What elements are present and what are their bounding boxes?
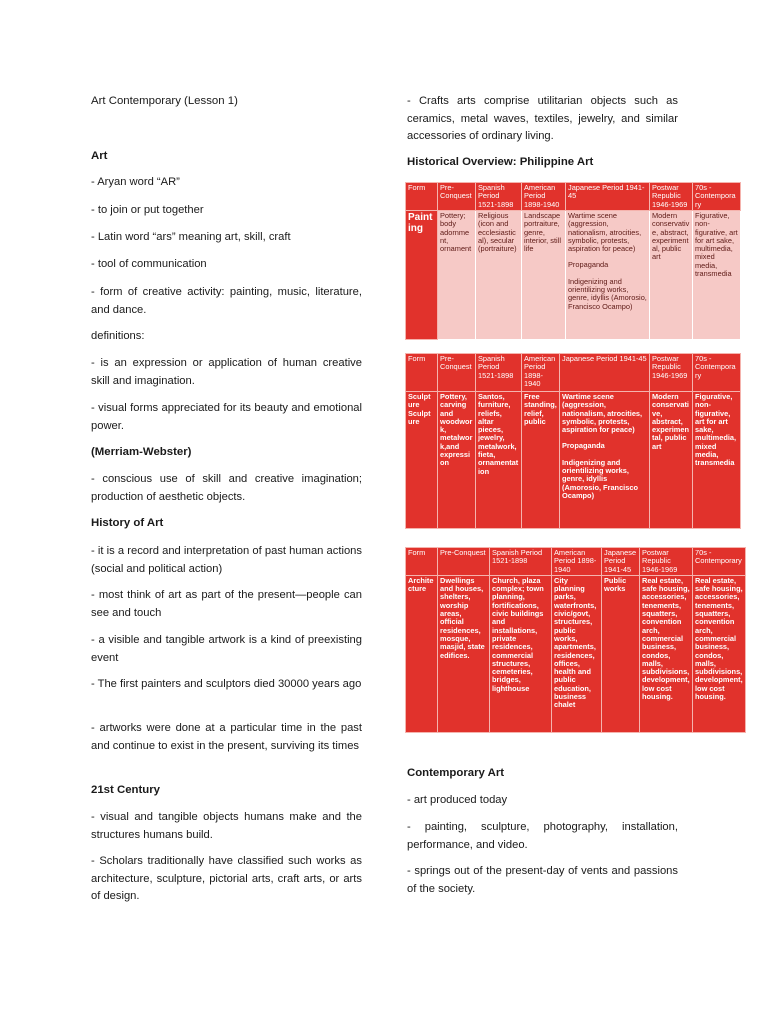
history-item-4: - The first painters and sculptors died 30000 years ago <box>91 678 362 690</box>
cell-postwar: Modern conservative, abstract, experimental, public art <box>650 392 693 529</box>
century-item-2: - Scholars traditionally have classified such works as architecture, sculpture, pictorial arts, craft arts, or arts of design. <box>91 855 362 903</box>
cell-american: Landscape portraiture, genre, interior, still life <box>522 211 566 340</box>
art-item-5: - form of creative activity: painting, music, literature, and dance. <box>91 286 362 316</box>
header-contemporary: 70s - Contemporary <box>693 183 741 211</box>
row-label-architecture: Architecture <box>406 575 438 732</box>
art-item-3: - Latin word “ars” meaning art, skill, craft <box>91 231 291 243</box>
overview-heading: Historical Overview: Philippine Art <box>407 156 594 168</box>
merriam-item: - conscious use of skill and creative imagination; production of aesthetic objects. <box>91 473 362 503</box>
cell-pre-conquest: Dwellings and houses, shelters, worship areas, official residences, mosque, masjid, state edifices. <box>438 575 490 732</box>
painting-table <box>405 182 741 340</box>
cell-postwar: Real estate, safe housing, accessories, tenements, squatters, convention arch, commercial business, condos, malls, subdivisions, development, low cost housing. <box>640 575 693 732</box>
header-postwar: Postwar Republic 1946-1969 <box>650 354 693 392</box>
header-american: American Period 1898-1940 <box>522 183 566 211</box>
header-contemporary: 70s - Contemporary <box>693 354 741 392</box>
history-item-2: - most think of art as part of the present—people can see and touch <box>91 589 362 619</box>
definitions-label: definitions: <box>91 330 145 342</box>
cell-spanish: Church, plaza complex; town planning, fortifications, civic buildings and installations, private residences, commercial structures, cemeteries, bridges, lighthouse <box>490 575 552 732</box>
cell-japanese-indigenizing: Indigenizing and orientilizing works, genre, idyllis (Amorosio, Francisco Ocampo) <box>562 457 638 500</box>
header-contemporary: 70s - Contemporary <box>693 548 746 576</box>
header-spanish: Spanish Period 1521-1898 <box>476 354 522 392</box>
header-spanish: Spanish Period 1521-1898 <box>490 548 552 576</box>
cell-japanese-propaganda: Propaganda <box>568 260 609 270</box>
header-postwar: Postwar Republic 1946-1969 <box>640 548 693 576</box>
century-item-1: - visual and tangible objects humans make and the structures humans build. <box>91 811 362 841</box>
header-american: American Period 1898-1940 <box>552 548 602 576</box>
definition-item-1: - is an expression or application of human creative skill and imagination. <box>91 357 362 387</box>
cell-american: City planning parks, waterfronts, civic/govt, structures, public works, apartments, residences, offices, health and public education, business chalet <box>552 575 602 732</box>
table-row <box>406 575 746 732</box>
cell-pre-conquest: Pottery, carving and woodwork, metalwork,and expression <box>438 392 476 529</box>
art-item-2: - to join or put together <box>91 204 204 216</box>
header-japanese: Japanese Period 1941-45 <box>566 183 650 211</box>
contemporary-item-1: - art produced today <box>407 794 508 806</box>
cell-postwar: Modern conservative, abstract, experimental, public art <box>650 211 693 340</box>
definition-item-2: - visual forms appreciated for its beauty and emotional power. <box>91 402 362 432</box>
table-header-row <box>406 548 746 576</box>
art-item-4: - tool of communication <box>91 258 207 270</box>
art-item-1: - Aryan word “AR” <box>91 176 180 188</box>
document-title: Art Contemporary (Lesson 1) <box>91 95 238 107</box>
header-japanese: Japanese Period 1941-45 <box>602 548 640 576</box>
cell-spanish: Santos, furniture, reliefs, altar pieces, jewelry, metalwork, fieta, ornamentation <box>476 392 522 529</box>
cell-japanese-indigenizing: Indigenizing and orientilizing works, genre, idyllis (Amorosio, Francisco Ocampo) <box>568 276 647 311</box>
century-heading: 21st Century <box>91 784 161 796</box>
cell-american: Free standing, relief, public <box>522 392 560 529</box>
cell-japanese-text: Wartime scene (aggression, nationalism, atrocities, symbolic, protests, aspiration for peace) <box>562 392 643 435</box>
cell-pre-conquest: Pottery; body adornment, ornament <box>438 211 476 340</box>
table-row <box>406 211 741 340</box>
contemporary-item-2: - painting, sculpture, photography, installation, performance, and video. <box>407 821 678 851</box>
contemporary-item-3: - springs out of the present-day of vents and passions of the society. <box>407 865 678 895</box>
table-row <box>406 392 741 529</box>
contemporary-heading: Contemporary Art <box>407 767 505 779</box>
art-heading: Art <box>91 150 108 162</box>
cell-japanese <box>560 392 650 529</box>
cell-japanese <box>566 211 650 340</box>
merriam-heading: (Merriam-Webster) <box>91 446 192 458</box>
architecture-table <box>405 547 746 733</box>
header-form: Form <box>406 548 438 576</box>
crafts-item: - Crafts arts comprise utilitarian objects such as ceramics, metal waves, textiles, jewelry, and similar accessories of ordinary living. <box>407 95 678 143</box>
header-japanese: Japanese Period 1941-45 <box>560 354 650 392</box>
cell-japanese: Public works <box>602 575 640 732</box>
header-form: Form <box>406 183 438 211</box>
sculpture-table <box>405 353 741 529</box>
table-header-row <box>406 354 741 392</box>
header-pre-conquest: Pre-Conquest <box>438 354 476 392</box>
history-item-5: - artworks were done at a particular time in the past and continue to exist in the present, surviving its times <box>91 722 362 752</box>
header-postwar: Postwar Republic 1946-1969 <box>650 183 693 211</box>
header-form: Form <box>406 354 438 392</box>
cell-japanese-text: Wartime scene (aggression, nationalism, atrocities, symbolic, protests, aspiration for peace) <box>568 211 642 254</box>
row-label-painting: Painting <box>406 211 438 340</box>
cell-spanish: Religious (icon and ecclesiastical), secular (portraiture) <box>476 211 522 340</box>
header-pre-conquest: Pre-Conquest <box>438 183 476 211</box>
history-item-1: - it is a record and interpretation of past human actions (social and political action) <box>91 545 362 575</box>
table-header-row <box>406 183 741 211</box>
header-pre-conquest: Pre-Conquest <box>438 548 490 576</box>
row-label-sculpture: Sculpture Sculpture <box>406 392 438 529</box>
header-spanish: Spanish Period 1521-1898 <box>476 183 522 211</box>
cell-japanese-propaganda: Propaganda <box>562 441 605 451</box>
cell-contemporary: Real estate, safe housing, accessories, tenements, squatters, convention arch, commercial business, condos, malls, subdivisions, development, low cost housing. <box>693 575 746 732</box>
cell-contemporary: Figurative, non-figurative, art for art sake, multimedia, mixed media, transmedia <box>693 392 741 529</box>
cell-contemporary: Figurative, non-figurative, art for art sake, multimedia, mixed media, transmedia <box>693 211 741 340</box>
history-item-3: - a visible and tangible artwork is a kind of preexisting event <box>91 634 362 664</box>
header-american: American Period 1898-1940 <box>522 354 560 392</box>
history-heading: History of Art <box>91 517 164 529</box>
